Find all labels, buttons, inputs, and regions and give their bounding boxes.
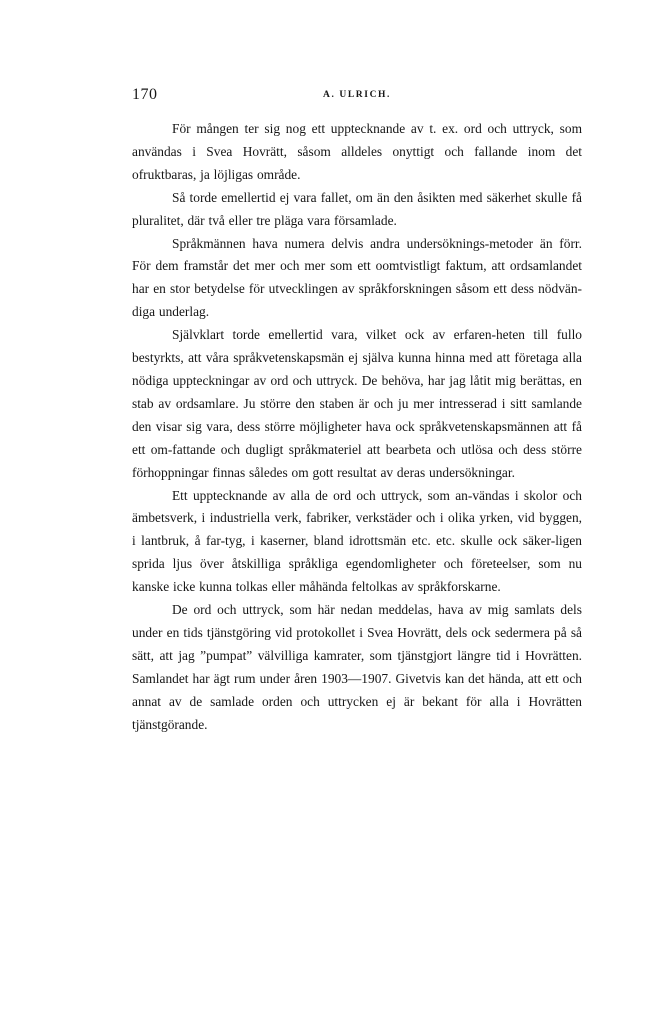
paragraph: Självklart torde emellertid vara, vilket ock av erfaren-heten till fullo bestyrkts, att våra språkvetenskapsmän ej själva kunna hinna med att företaga alla nödiga uppteckningar av ord och uttryck. De behöva, har jag låtit mig berättas, en stab av ordsamlare. Ju större den staben är och ju mer intresserad i sitt samlande den visar sig vara, dess större möjligheter hava ock språkvetenskapsmännen att få ett om-fattande och dugligt språkmateriel att bearbeta och utlösa och dess större förhoppningar finnas således om gott resultat av deras undersökningar.: [132, 327, 582, 480]
page-header: [132, 86, 582, 116]
running-head: A. ULRICH.: [323, 90, 391, 100]
paragraph: Så torde emellertid ej vara fallet, om än den åsikten med säkerhet skulle få pluralitet, där två eller tre pläga vara församlade.: [132, 189, 582, 228]
body-text: [132, 118, 582, 736]
page-number: 170: [132, 86, 158, 103]
paragraph: De ord och uttryck, som här nedan meddelas, hava av mig samlats dels under en tids tjänstgöring vid protokollet i Svea Hovrätt, dels ock sedermera på så sätt, att jag ”pumpat” välvilliga kamrater, som tjänstgjort längre tid i Hovrätten. Samlandet har ägt rum under åren 1903—1907. Givetvis kan det hända, att ett och annat av de samlade orden och uttrycken ej är bekant för alla i Hovrätten tjänstgörande.: [132, 602, 582, 732]
paragraph: För mången ter sig nog ett upptecknande av t. ex. ord och uttryck, som användas i Svea Hovrätt, såsom alldeles onyttigt och fallande inom det ofruktbaras, ja löjligas område.: [132, 121, 582, 182]
paragraph: Språkmännen hava numera delvis andra undersöknings-metoder än förr. För dem framstår det mer och mer som ett oomtvistligt faktum, att ordsamlandet har en stor betydelse för utvecklingen av språkforskningen såsom ett dess nödvän-diga underlag.: [132, 235, 582, 320]
page: [132, 86, 582, 736]
paragraph: Ett upptecknande av alla de ord och uttryck, som an-vändas i skolor och ämbetsverk, i industriella verk, fabriker, verkstäder och i olika yrken, vid byggen, i lantbruk, å far-tyg, i kaserner, bland idrottsmän etc. etc. skulle ock säker-ligen sprida ljus över åtskilliga språkliga egendomligheter och företeelser, som nu kanske icke kunna tolkas eller måhända feltolkas av språkforskarne.: [132, 487, 582, 595]
